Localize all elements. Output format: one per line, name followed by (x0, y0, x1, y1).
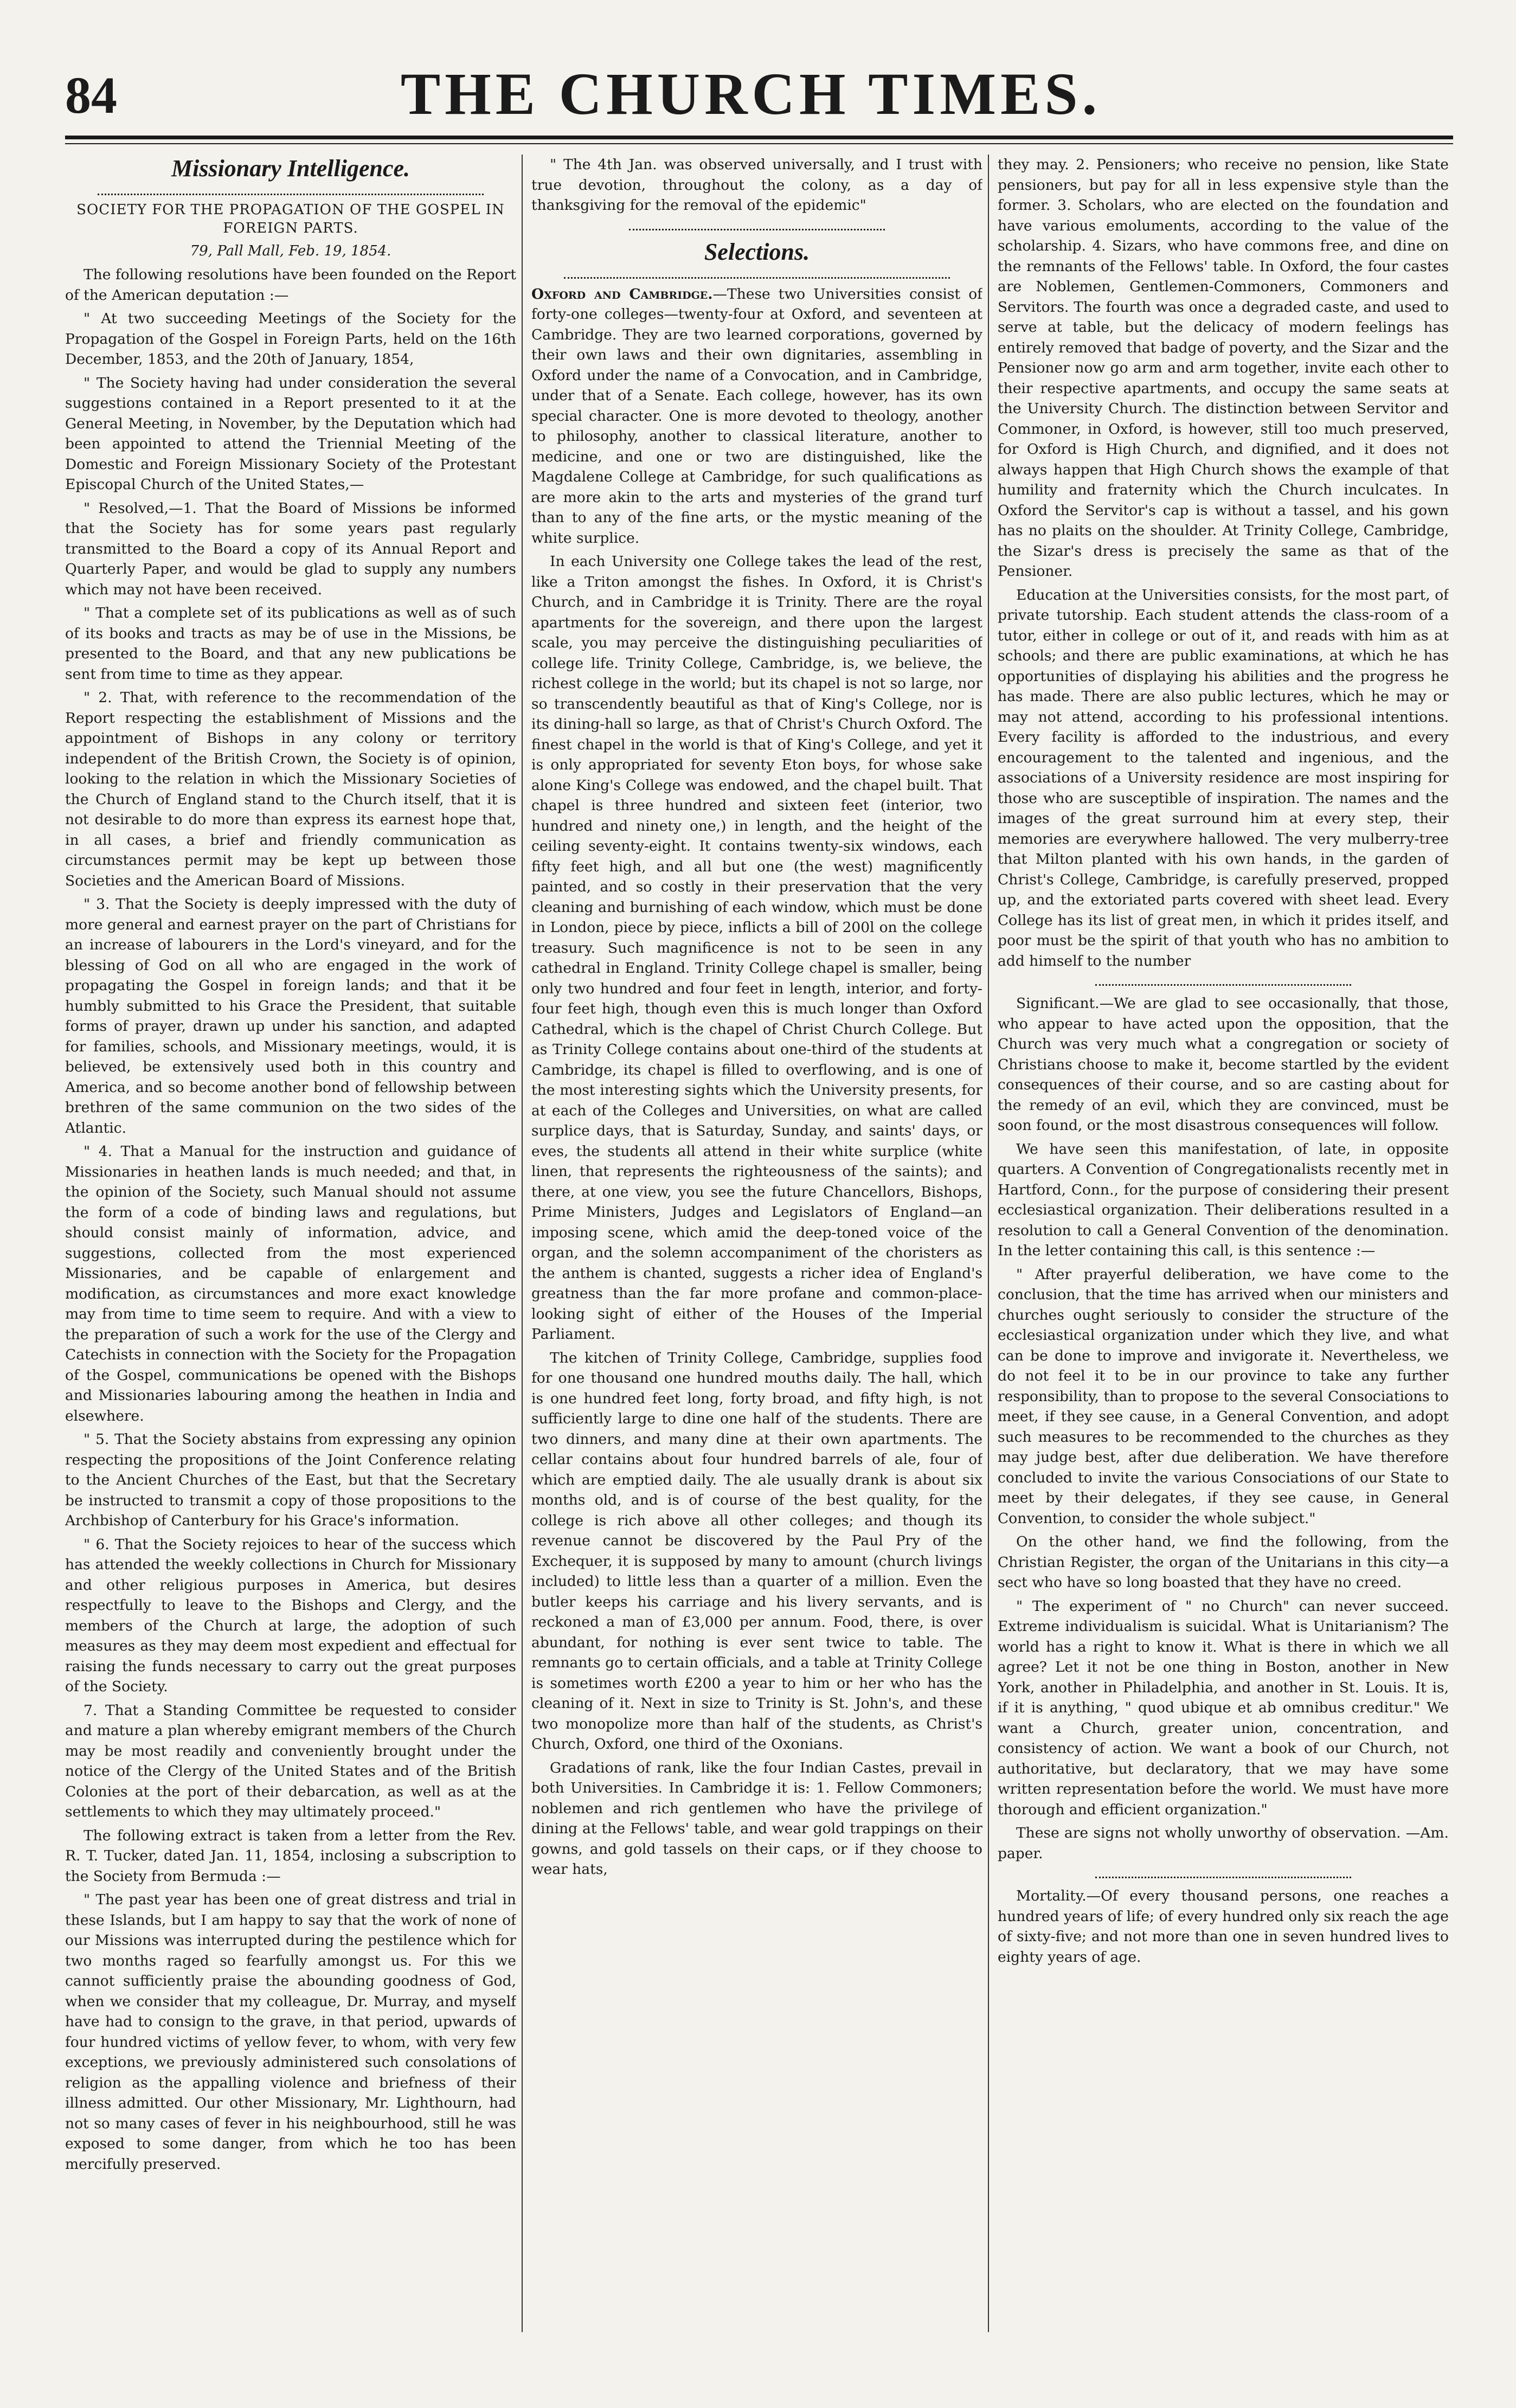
resolution-paragraph: " At two succeeding Meetings of the Society for the Propagation of the Gospel in Foreign Parts, held on the 16th December, 1853, and the 20th of January, 1854, (65, 310, 516, 368)
article-quote: " After prayerful deliberation, we have come to the conclusion, that the time has arrived when our ministers and churches ought seriously to consider the structure of the ecclesiastical organization under which they live, and what can be done to improve and invigorate it. Nevertheless, we do not feel it to be in our province to take any further responsibility, than to propose to the several Consociations to meet, if they see cause, in a General Convention, and adopt such measures to be recommended to the churches as they may judge best, after due deliberation. We have therefore concluded to invite the various Consociations of our State to meet by their delegates, if they see cause, in General Convention, to consider the whole subject." (998, 1266, 1449, 1527)
article-paragraph: they may. 2. Pensioners; who receive no pension, like State pensioners, but pay for all in less expensive style than the former. 3. Scholars, who are elected on the foundation and have various emoluments, according to the value of the scholarship. 4. Sizars, who have commons free, and dine on the remnants of the Fellows' table. In Oxford, the four castes are Noblemen, Gentlemen-Commoners, Commoners and Servitors. The fourth was once a degraded caste, and used to serve at table, but the delicacy of modern feelings has entirely removed that badge of poverty, and the Sizar and the Pensioner now go arm and arm together, invite each other to their respective apartments, and occupy the same seats at the University Church. The distinction between Servitor and Commoner, in Oxford, is however, still too much preserved, for Oxford is High Church, and dignified, and it does not always happen that High Church shows the example of that humility and fraternity which the Church inculcates. In Oxford the Servitor's cap is without a tassel, and his gown has no plaits on the shoulder. At Trinity College, Cambridge, the Sizar's dress is precisely the same as that of the Pensioner. (998, 156, 1449, 580)
ornamental-divider (629, 221, 885, 230)
article-paragraph: Education at the Universities consists, for the most part, of private tutorship. Each student attends the class-room of a tutor, either in college or out of it, and reads with him as at schools; and there are public examinations, at which he has opportunities of displaying his abilities and the progress he has made. There are also public lectures, which he may or may not attend, according to his professional intentions. Every facility is afforded to the industrious, and every encouragement to the talented and ingenious, and the associations of a University residence are most inspiring for those who are susceptible of inspiration. The names and the images of the great surround him at every step, their memories are everywhere hallowed. The very mulberry-tree that Milton planted with his own hands, in the garden of Christ's College, Cambridge, is carefully preserved, propped up, and the extoriated parts covered with sheet lead. Every College has its list of great men, in which it prides itself, and poor must be the spirit of that youth who has no ambition to add himself to the number (998, 586, 1449, 969)
article-paragraph: Gradations of rank, like the four Indian Castes, prevail in both Universities. In Cambridge it is: 1. Fellow Commoners; noblemen and rich gentlemen who have the privilege of dining at the Fellows' table, and wear gold trappings on their gowns, and gold tassels on their caps, or if they choose to wear hats, (531, 1759, 982, 1878)
article-significant: Significant.—We are glad to see occasionally, that those, who appear to have acted upon the opposition, that the Church was very much what a congregation or society of Christians choose to make it, become startled by the evident consequences of their course, and so are casting about for the remedy of an evil, which they are convinced, must be soon found, or the most disastrous consequences will follow. (998, 995, 1449, 1134)
column-2 (531, 155, 982, 2343)
resolution-paragraph: " Resolved,—1. That the Board of Missions be informed that the Society has for some years past regularly transmitted to the Board a copy of its Annual Report and Quarterly Paper, and would be glad to supply any numbers which may not have been received. (65, 499, 516, 598)
column-1 (65, 155, 516, 2343)
intro-quote: " The 4th Jan. was observed universally, and I trust with true devotion, throughout the colony, as a day of thanksgiving for the removal of the epidemic" (531, 156, 982, 214)
column-divider (522, 155, 523, 2332)
article-paragraph: —These two Universities consist of forty-one colleges—twenty-four at Oxford, and seventeen at Cambridge. They are two learned corporations, governed by their own laws and their own dignitaries, assembling in Oxford under the name of a Convocation, and in Cambridge, under that of a Senate. Each college, however, has its own special character. One is more devoted to theology, another to philosophy, another to classical literature, another to medicine, and one or two are distinguished, like the Magdalene College at Cambridge, for such qualifications as are more akin to the arts and mysteries of the grand turf than to any of the fine arts, or the mystic meaning of the white surplice. (531, 285, 982, 547)
lead-in: Oxford and Cambridge. (531, 285, 713, 303)
column-1-body (65, 265, 516, 2174)
resolution-paragraph: 7. That a Standing Committee be requested to consider and mature a plan whereby emigrant members of the Church may be most readily and conveniently brought under the notice of the Clergy of the United States and of the British Colonies at the port of their debarcation, as well as at the settlements to which they may ultimately proceed." (65, 1701, 516, 1820)
ornamental-divider (1095, 977, 1351, 986)
article-paragraph: These are signs not wholly unworthy of observation. —Am. paper. (998, 1825, 1449, 1862)
resolution-paragraph: " The past year has been one of great distress and trial in these Islands, but I am happy to say that the work of none of our Missions was interrupted during the pestilence which for two months raged so fearfully amongst us. For this we cannot sufficiently praise the abounding goodness of God, when we consider that my colleague, Dr. Murray, and myself have had to consign to the grave, in that period, upwards of four hundred victims of yellow fever, to whom, with very few exceptions, we previously administered such consolations of religion as the appalling violence and briefness of their illness admitted. Our other Missionary, Mr. Lighthourn, had not so many cases of fever in his neighbourhood, still he was exposed to some danger, from which he too has been mercifully preserved. (65, 1891, 516, 2173)
masthead-title: THE CHURCH TIMES. (400, 61, 1102, 127)
article-paragraph: In each University one College takes the lead of the rest, like a Triton amongst the fishes. In Oxford, it is Christ's Church, and in Cambridge it is Trinity. There are the royal apartments for the sovereign, and there upon the largest scale, you may perceive the distinguishing peculiarities of college life. Trinity College, Cambridge, is, we believe, the richest college in the world; but its chapel is not so large, nor so transcendently beautiful as that of King's College, nor is its dining-hall so large, as that of Christ's Church Oxford. The finest chapel in the world is that of King's College, and yet it is only appropriated for seventy Eton boys, for whose sake alone King's College was endowed, and the chapel built. That chapel is three hundred and sixteen feet (interior, two hundred and ninety one,) in length, and the height of the ceiling seventy-eight. It contains twenty-six windows, each fifty feet high, and all but one (the west) magnificently painted, and so costly in their preservation that the very cleaning and burnishing of each window, which must be done in London, piece by piece, inflicts a bill of 200l on the college treasury. Such magnificence is not to be seen in any cathedral in England. Trinity College chapel is smaller, being only two hundred and four feet in length, interior, and forty-four feet high, though even this is much longer than Oxford Cathedral, which is the chapel of Christ Church College. But as Trinity College contains about one-third of the students at Cambridge, its chapel is filled to overflowing, and is one of the most interesting sights which the University presents, for at each of the Colleges and Universities, on what are called surplice days, that is Saturday, Sunday, and saints' days, or eves, the students all attend in their white surplice (white linen, that represents the righteousness of the saints); and there, at one view, you see the future Chancellors, Bishops, Prime Ministers, Judges and Legislators of England—an imposing scene, which amid the deep-toned voice of the organ, and the solemn accompaniment of the choristers as the anthem is chanted, suggests a richer idea of England's greatness than the far more profane and common-place-looking sight of either of the Houses of the Imperial Parliament. (531, 553, 982, 1343)
resolution-paragraph: " 3. That the Society is deeply impressed with the duty of more general and earnest prayer on the part of Christians for an increase of labourers in the Lord's vineyard, and for the blessing of God on all who are engaged in the work of propagating the Gospel in foreign lands; and that it be humbly submitted to his Grace the President, that suitable forms of prayer, drawn up under his sanction, and adapted for families, schools, and Missionary meetings, would, it is believed, be extensively used both in this country and America, and so become another bond of fellowship between brethren of the same communion on the two sides of the Atlantic. (65, 896, 516, 1136)
ornamental-divider (1095, 1869, 1351, 1878)
section-title-missionary: Missionary Intelligence. (171, 155, 410, 182)
article-mortality: Mortality.—Of every thousand persons, one reaches a hundred years of life; of every hundred only six reach the age of sixty-five; and not more than one in seven hundred lives to eighty years of age. (998, 1887, 1449, 1966)
article-oxford-cambridge-lead (531, 284, 982, 549)
header-rule-thick (65, 136, 1453, 139)
article-quote: " The experiment of " no Church" can never succeed. Extreme individualism is suicidal. What is Unitarianism? The world has a right to know it. What is there in which we all agree? Let it not be one thing in Boston, another in New York, another in Philadelphia, and another in St. Louis. It is, if it is anything, " quod ubique et ab omnibus creditur." We want a Church, greater union, concentration, and consistency of action. We want a book of our Church, not authoritative, but declaratory, that we may have some written representation before the world. We must have more thorough and efficient organization." (998, 1597, 1449, 1818)
header-rule-thin (65, 143, 1453, 144)
ornamental-divider (564, 269, 950, 279)
page-number: 84 (65, 66, 117, 124)
resolution-paragraph: The following extract is taken from a letter from the Rev. R. T. Tucker, dated Jan. 11, 1854, inclosing a subscription to the Society from Bermuda :— (65, 1827, 516, 1885)
section-title-selections: Selections. (704, 238, 810, 265)
article-paragraph: The kitchen of Trinity College, Cambridge, supplies food for one thousand one hundred mouths daily. The hall, which is one hundred feet long, forty broad, and fifty high, is not sufficiently large to dine one half of the students. There are two dinners, and many dine at their own apartments. The cellar contains about four hundred barrels of ale, four of which are emptied daily. The ale usually drank is about six months old, and is of course of the best quality, for the college is rich above all other colleges; and though its revenue cannot be discovered by the Paul Pry of the Exchequer, it is supposed by many to amount (church livings included) to little less than a quarter of a million. Even the butler keeps his carriage and his livery servants, and is reckoned a man of £3,000 per annum. Food, there, is over abundant, for nothing is ever sent twice to table. The remnants go to certain officials, and a table at Trinity College is sometimes worth £200 a year to him or her who has the cleaning of it. Next in size to Trinity is St. John's, and these two monopolize more than half of the students, as Christ's Church, Oxford, one third of the Oxonians. (531, 1349, 982, 1752)
dateline: 79, Pall Mall, Feb. 19, 1854. (190, 243, 391, 259)
resolution-paragraph: " 6. That the Society rejoices to hear of the success which has attended the weekly collections in Church for Missionary and other religious purposes in America, but desires respectfully to leave to the Bishops and Clergy, and the members of the Church at large, the adoption of such measures as they may deem most expedient and effectual for raising the funds necessary to carry out the great purposes of the Society. (65, 1536, 516, 1695)
resolution-paragraph: " 4. That a Manual for the instruction and guidance of Missionaries in heathen lands is much needed; and that, in the opinion of the Society, such Manual should not assume the form of a code of binding laws and regulations, but should consist mainly of information, advice, and suggestions, collected from the most experienced Missionaries, and be capable of enlargement and modification, as circumstances and more exact knowledge may from time to time seem to require. And with a view to the preparation of such a work for the use of the Clergy and Catechists in connection with the Society for the Propagation of the Gospel, communications be opened with the Bishops and Missionaries labouring among the heathen in India and elsewhere. (65, 1143, 516, 1424)
article-paragraph: On the other hand, we find the following, from the Christian Register, the organ of the Unitarians in this city—a sect who have so long boasted that they have no creed. (998, 1533, 1449, 1591)
resolution-paragraph: " The Society having had under consideration the several suggestions contained in a Report presented to it at the General Meeting, in November, by the Deputation which had been appointed to attend the Triennial Meeting of the Domestic and Foreign Missionary Society of the Protestant Episcopal Church of the United States,— (65, 374, 516, 493)
resolution-paragraph: The following resolutions have been founded on the Report of the American deputation :— (65, 266, 516, 304)
resolution-paragraph: " 2. That, with reference to the recommendation of the Report respecting the establishment of Missions and the appointment of Bishops in any colony or territory independent of the British Crown, the Society is of opinion, looking to the relation in which the Missionary Societies of the Church of England stand to the Church itself, that it is not desirable to do more than express its earnest hope that, in all cases, a brief and friendly communication as circumstances permit may be kept up between those Societies and the American Board of Missions. (65, 689, 516, 889)
column-3 (998, 155, 1449, 2343)
resolution-paragraph: " That a complete set of its publications as well as of such of its books and tracts as may be of use in the Missions, be presented to the Board, and that any new publications be sent from time to time as they appear. (65, 605, 516, 683)
article-paragraph: We have seen this manifestation, of late, in opposite quarters. A Convention of Congregationalists recently met in Hartford, Conn., for the purpose of considering their present ecclesiastical organization. Their deliberations resulted in a resolution to call a General Convention of the denomination. In the letter containing this call, is this sentence :— (998, 1140, 1449, 1259)
ornamental-divider (98, 186, 484, 195)
resolution-paragraph: " 5. That the Society abstains from expressing any opinion respecting the propositions of the Joint Conference relating to the Ancient Churches of the East, but that the Secretary be instructed to transmit a copy of those propositions to the Archbishop of Canterbury for his Grace's information. (65, 1431, 516, 1529)
society-heading: SOCIETY FOR THE PROPAGATION OF THE GOSPEL IN FOREIGN PARTS. (76, 202, 505, 236)
column-divider (988, 155, 989, 2332)
